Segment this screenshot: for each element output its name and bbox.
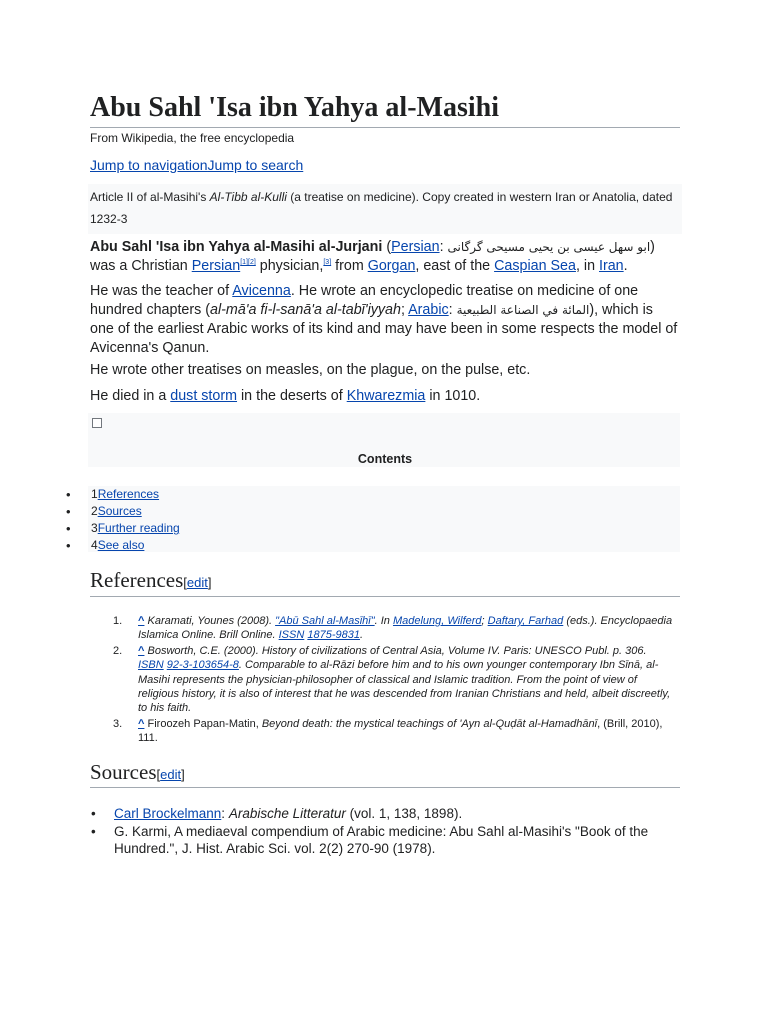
toc-item[interactable] <box>88 537 680 554</box>
toc-item[interactable] <box>88 503 680 520</box>
citation-3-link[interactable]: [3] <box>323 259 332 267</box>
references-edit-link[interactable]: edit <box>186 575 208 590</box>
reference-item <box>113 717 674 746</box>
madelung-link[interactable]: Madelung, Wilferd <box>392 615 482 627</box>
citation-2-link[interactable]: [2] <box>248 259 256 267</box>
reference-number: 1. <box>113 615 123 627</box>
caption-title: Al-Tibb al-Kulli <box>209 190 287 204</box>
para2-text: He was the teacher of <box>90 283 233 299</box>
persian-language-link[interactable]: Persian <box>391 239 440 255</box>
colon: : <box>439 239 448 255</box>
toc-link-sources[interactable]: Sources <box>97 504 142 518</box>
daftary-link[interactable]: Daftary, Farhad <box>487 615 564 627</box>
source-item <box>114 805 680 822</box>
references-heading <box>90 568 212 593</box>
gorgan-link[interactable]: Gorgan <box>367 258 416 274</box>
title-divider <box>90 127 680 128</box>
caspian-sea-link[interactable]: Caspian Sea <box>494 258 576 274</box>
brockelmann-link[interactable]: Carl Brockelmann <box>114 806 222 821</box>
para2-text-b: . He wrote an encyclopedic treatise on medicine of one hundred chapters ( <box>90 283 639 318</box>
reference-text: . Comparable to al-Rāzi before him and to his own younger contemporary Ibn Sīnā, al-Masihi represents the physician-philosopher of classical and Islamic tradition. From the point of view of religious history, it is also of interest that he was descended from Iranian Christians and held, albeit discreetly, to his faith. <box>138 659 671 715</box>
backlink-caret[interactable]: ^ <box>138 644 145 657</box>
intro-paragraph <box>90 238 680 276</box>
toc-item[interactable] <box>88 520 680 537</box>
intro-period: . <box>623 258 628 274</box>
reference-book-title: Beyond death: the mystical teachings of 'Ayn al-Quḍāt al-Hamadhānī <box>261 717 598 730</box>
para2-colon: : <box>448 302 457 318</box>
reference-text: Bosworth, C.E. (2000). History of civilizations of Central Asia, Volume IV. Paris: UNESCO Publ. p. 306. <box>144 644 647 657</box>
para4-text: He died in a <box>90 388 171 404</box>
toc-number: 3 <box>91 521 98 535</box>
para4-text-b: in the deserts of <box>237 388 347 404</box>
treatise-title: al-mā'a fi-l-sanā'a al-tabī'iyyah <box>210 302 401 318</box>
para4-text-c: in 1010. <box>425 388 481 404</box>
backlink-caret[interactable]: ^ <box>138 615 145 627</box>
paren-open: ( <box>382 239 392 255</box>
toc-link-further-reading[interactable]: Further reading <box>97 521 180 535</box>
persian-people-link[interactable]: Persian <box>191 258 241 274</box>
reference-item <box>113 644 674 716</box>
para2-semicolon: ; <box>400 302 409 318</box>
source-text: G. Karmi, A mediaeval compendium of Arabic medicine: Abu Sahl al-Masihi's "Book of the Hundred.", J. Hist. Arabic Sci. vol. 2(2) 270-90 (1978). <box>114 824 649 856</box>
toc-link-see-also[interactable]: See also <box>97 538 145 552</box>
toc-link-references[interactable]: References <box>97 487 160 501</box>
subject-name: Abu Sahl 'Isa ibn Yahya al-Masihi al-Jurjani <box>90 239 383 255</box>
teacher-paragraph <box>90 282 680 358</box>
para2-text-c: ), which is one of the earliest Arabic works of its kind and may have been in some respects the model of Avicenna's Qanun. <box>90 302 678 356</box>
isbn-number-link[interactable]: 92-3-103654-8 <box>166 659 239 672</box>
isbn-link[interactable]: ISBN <box>138 659 164 672</box>
jump-to-search-link[interactable]: Jump to search <box>207 157 304 173</box>
intro-text: was a Christian <box>90 258 192 274</box>
reference-text: Karamati, Younes (2008). <box>144 615 276 627</box>
death-paragraph <box>90 387 680 406</box>
sources-edit-link[interactable]: edit <box>160 767 182 782</box>
toc-number: 1 <box>91 487 98 501</box>
arabic-title-text: المائة في الصناعة الطبيعية <box>456 303 590 317</box>
reference-text: . In <box>374 615 393 627</box>
caption-text: Article II of al-Masihi's <box>90 190 210 204</box>
reference-text: ; <box>481 615 488 627</box>
khwarezmia-link[interactable]: Khwarezmia <box>346 388 426 404</box>
persian-name-text: ابو سهل عیسی بن یحیی مسیحی گرگانی <box>447 240 651 254</box>
toc-number: 4 <box>91 538 98 552</box>
page-title: Abu Sahl 'Isa ibn Yahya al-Masihi <box>90 92 499 123</box>
toc-toggle-checkbox[interactable] <box>92 418 102 428</box>
references-divider <box>90 596 680 597</box>
avicenna-link[interactable]: Avicenna <box>232 283 291 299</box>
sources-heading-text: Sources <box>90 760 157 784</box>
site-tagline: From Wikipedia, the free encyclopedia <box>90 131 295 145</box>
paren-close: ) <box>650 239 655 255</box>
intro-text-east: , east of the <box>415 258 495 274</box>
reference-text: , (Brill, 2010), 111. <box>138 717 663 745</box>
reference-text: . <box>359 629 364 642</box>
sources-heading <box>90 760 185 785</box>
treatises-paragraph: He wrote other treatises on measles, on the plague, on the pulse, etc. <box>90 362 531 378</box>
iran-link[interactable]: Iran <box>599 258 624 274</box>
issn-number-link[interactable]: 1875-9831 <box>307 629 360 642</box>
reference-item <box>113 614 674 643</box>
dust-storm-link[interactable]: dust storm <box>170 388 238 404</box>
jump-links <box>90 157 303 173</box>
reference-number: 2. <box>113 644 123 657</box>
arabic-language-link[interactable]: Arabic <box>408 302 449 318</box>
sources-list <box>114 805 680 858</box>
reference-number: 3. <box>113 717 123 730</box>
source-text: (vol. 1, 138, 1898). <box>345 806 463 821</box>
toc-number: 2 <box>91 504 98 518</box>
encyclopaedia-article-link[interactable]: "Abū Sahl al-Masīhī" <box>275 615 375 627</box>
source-title: Arabische Litteratur <box>228 806 346 821</box>
image-caption <box>88 184 682 234</box>
reference-text: Firoozeh Papan-Matin, <box>144 717 262 730</box>
jump-to-navigation-link[interactable]: Jump to navigation <box>90 157 208 173</box>
reference-text: (eds.). Encyclopaedia Islamica Online. Brill Online. <box>138 615 673 642</box>
sources-divider <box>90 787 680 788</box>
issn-link[interactable]: ISSN <box>278 629 305 642</box>
toc-list <box>88 486 680 552</box>
toc-title: Contents <box>357 452 413 466</box>
caption-text-rest: (a treatise on medicine). Copy created in western Iran or Anatolia, dated 1232-3 <box>90 190 673 226</box>
toc-item[interactable] <box>88 486 680 503</box>
source-item <box>114 823 680 857</box>
citation-1-link[interactable]: [1] <box>240 259 248 267</box>
intro-text-physician: physician, <box>255 258 324 274</box>
references-heading-text: References <box>90 568 184 592</box>
references-edit: [edit] <box>183 575 212 590</box>
source-text: : <box>221 806 229 821</box>
backlink-caret[interactable]: ^ <box>138 717 145 730</box>
intro-text-in: , in <box>575 258 599 274</box>
sources-edit: [edit] <box>156 767 185 782</box>
references-list <box>113 614 674 747</box>
intro-text-from: from <box>331 258 368 274</box>
